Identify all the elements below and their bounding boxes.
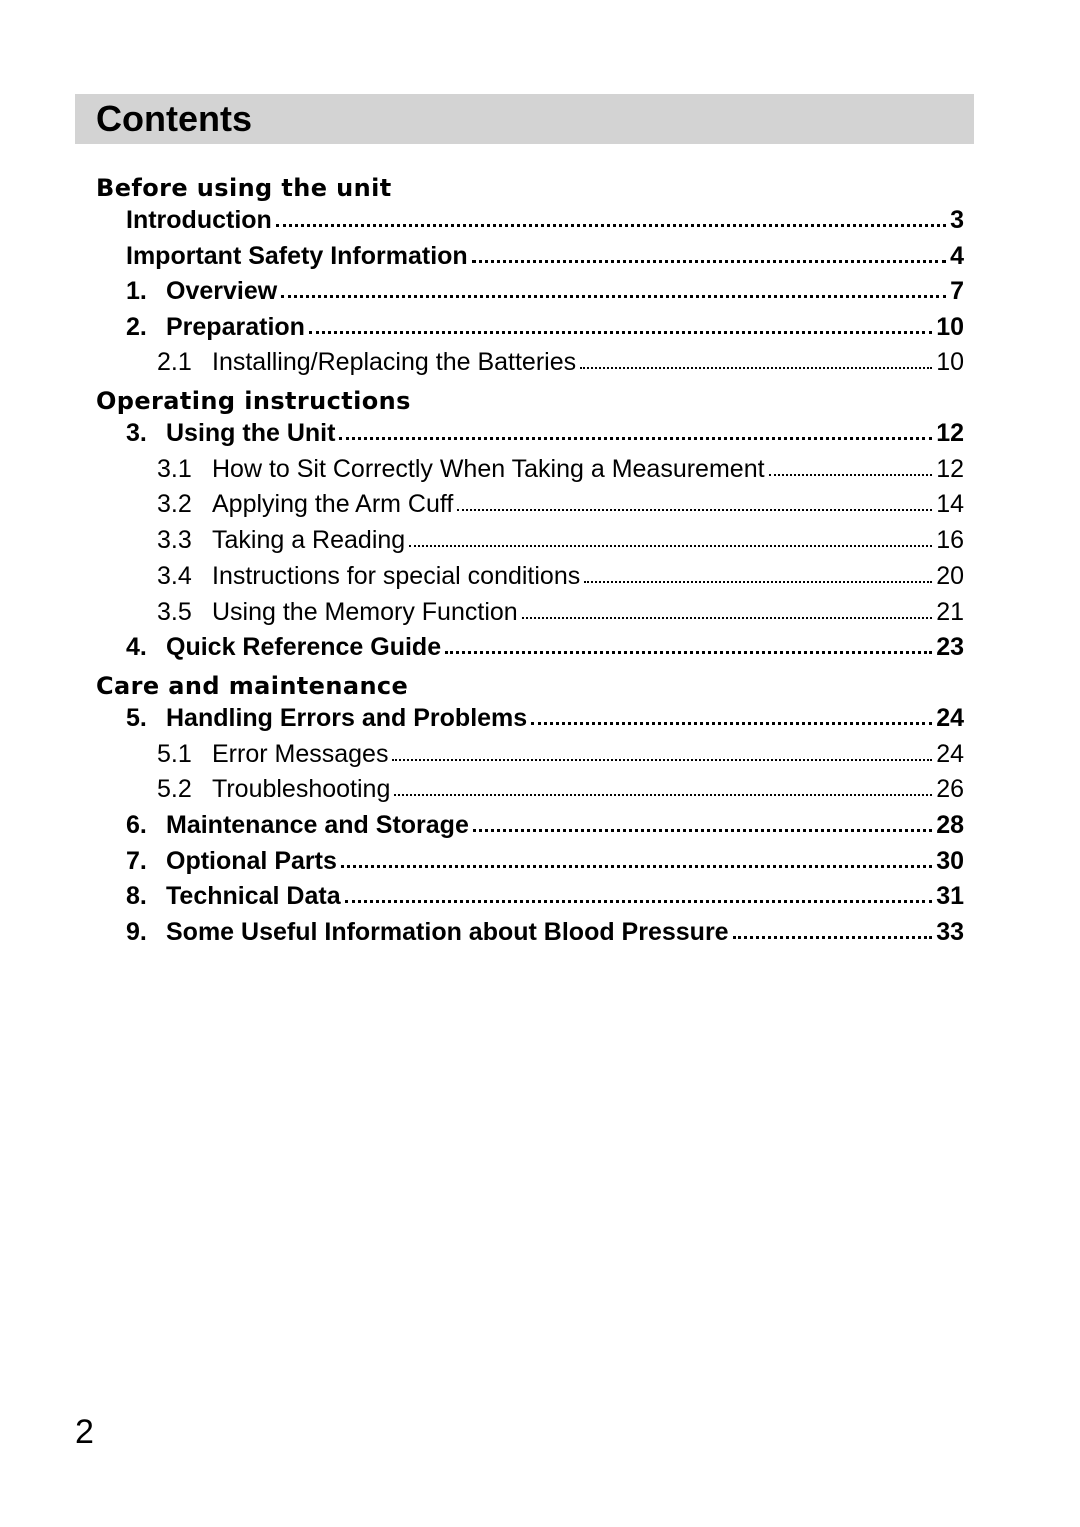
toc-entry-label: Instructions for special conditions <box>212 562 581 590</box>
leader-dots <box>409 545 932 547</box>
toc-entry-label: Overview <box>166 277 278 305</box>
toc-entry-number: 2.1 <box>157 348 192 376</box>
toc-entry-special-conditions[interactable] <box>157 560 964 592</box>
toc-entry-page: 24 <box>936 740 964 768</box>
toc-entry-page: 14 <box>936 490 964 518</box>
toc-entry-handling-errors[interactable] <box>126 702 964 734</box>
toc-entry-number: 1. <box>126 277 147 305</box>
toc-entry-page: 26 <box>936 775 964 803</box>
toc-entry-maintenance-storage[interactable] <box>126 809 964 841</box>
leader-dots <box>345 900 933 903</box>
toc-entry-label: Installing/Replacing the Batteries <box>212 348 577 376</box>
toc-entry-number: 5. <box>126 704 147 732</box>
leader-dots <box>584 581 932 583</box>
toc-entry-number: 2. <box>126 313 147 341</box>
toc-entry-using-the-unit[interactable] <box>126 417 964 449</box>
toc-entry-label: Using the Unit <box>166 419 336 447</box>
leader-dots <box>276 224 946 227</box>
toc-entry-number: 7. <box>126 847 147 875</box>
toc-entry-page: 33 <box>936 918 964 946</box>
toc-entry-page: 30 <box>936 847 964 875</box>
toc-entry-label: Taking a Reading <box>212 526 406 554</box>
toc-entry-label: Error Messages <box>212 740 389 768</box>
toc-entry-how-to-sit[interactable] <box>157 453 964 485</box>
leader-dots <box>394 794 932 796</box>
toc-entry-arm-cuff[interactable] <box>157 488 964 520</box>
toc-entry-page: 28 <box>936 811 964 839</box>
toc-entry-number: 3. <box>126 419 147 447</box>
toc-entry-error-messages[interactable] <box>157 738 964 770</box>
toc-entry-label: How to Sit Correctly When Taking a Measurement <box>212 455 765 483</box>
toc-entry-label: Some Useful Information about Blood Pressure <box>166 918 729 946</box>
toc-entry-batteries[interactable] <box>157 346 964 378</box>
toc-entry-label: Important Safety Information <box>126 242 468 270</box>
toc-entry-page: 31 <box>936 882 964 910</box>
toc-entry-page: 4 <box>950 242 964 270</box>
toc-entry-page: 16 <box>936 526 964 554</box>
leader-dots <box>281 295 946 298</box>
leader-dots <box>339 437 932 440</box>
toc-entry-page: 3 <box>950 206 964 234</box>
toc-entry-blood-pressure-info[interactable] <box>126 916 964 948</box>
leader-dots <box>522 617 933 619</box>
toc-entry-number: 5.1 <box>157 740 192 768</box>
leader-dots <box>392 759 932 761</box>
toc-entry-label: Quick Reference Guide <box>166 633 442 661</box>
toc-entry-label: Troubleshooting <box>212 775 391 803</box>
toc-entry-introduction[interactable] <box>126 204 964 236</box>
leader-dots <box>472 260 946 263</box>
leader-dots <box>733 936 933 939</box>
toc-entry-label: Applying the Arm Cuff <box>212 490 454 518</box>
toc-entry-number: 9. <box>126 918 147 946</box>
toc-entry-technical-data[interactable] <box>126 880 964 912</box>
toc-entry-overview[interactable] <box>126 275 964 307</box>
toc-entry-page: 12 <box>936 419 964 447</box>
toc-entry-page: 10 <box>936 348 964 376</box>
toc-entry-label: Technical Data <box>166 882 341 910</box>
toc-entry-label: Using the Memory Function <box>212 598 518 626</box>
leader-dots <box>445 651 932 654</box>
leader-dots <box>473 829 932 832</box>
toc-entry-page: 23 <box>936 633 964 661</box>
toc-entry-number: 3.1 <box>157 455 192 483</box>
toc-entry-number: 6. <box>126 811 147 839</box>
toc-entry-label: Handling Errors and Problems <box>166 704 528 732</box>
leader-dots <box>580 367 932 369</box>
toc-entry-preparation[interactable] <box>126 311 964 343</box>
toc-entry-number: 3.2 <box>157 490 192 518</box>
toc-entry-safety-information[interactable] <box>126 240 964 272</box>
toc-entry-number: 3.3 <box>157 526 192 554</box>
page-title: Contents <box>96 98 252 139</box>
toc-entry-page: 10 <box>936 313 964 341</box>
toc-entry-page: 20 <box>936 562 964 590</box>
toc-entry-page: 24 <box>936 704 964 732</box>
toc-entry-taking-reading[interactable] <box>157 524 964 556</box>
toc-entry-memory-function[interactable] <box>157 596 964 628</box>
toc-entry-label: Maintenance and Storage <box>166 811 469 839</box>
leader-dots <box>309 331 932 334</box>
toc-entry-number: 3.4 <box>157 562 192 590</box>
toc-entry-page: 21 <box>936 598 964 626</box>
toc-entry-troubleshooting[interactable] <box>157 773 964 805</box>
toc-entry-label: Optional Parts <box>166 847 337 875</box>
section-heading-operating: Operating instructions <box>96 387 411 415</box>
toc-entry-number: 4. <box>126 633 147 661</box>
contents-title-bar <box>75 94 974 144</box>
toc-entry-number: 8. <box>126 882 147 910</box>
leader-dots <box>457 509 932 511</box>
section-heading-care: Care and maintenance <box>96 672 409 700</box>
section-heading-before-using: Before using the unit <box>96 174 392 202</box>
toc-entry-page: 7 <box>950 277 964 305</box>
toc-entry-optional-parts[interactable] <box>126 845 964 877</box>
toc-entry-page: 12 <box>936 455 964 483</box>
toc-entry-label: Preparation <box>166 313 305 341</box>
leader-dots <box>341 865 932 868</box>
toc-entry-number: 5.2 <box>157 775 192 803</box>
leader-dots <box>531 722 932 725</box>
page-number: 2 <box>75 1413 94 1451</box>
toc-entry-number: 3.5 <box>157 598 192 626</box>
toc-entry-label: Introduction <box>126 206 272 234</box>
leader-dots <box>769 474 933 476</box>
toc-entry-quick-reference[interactable] <box>126 631 964 663</box>
